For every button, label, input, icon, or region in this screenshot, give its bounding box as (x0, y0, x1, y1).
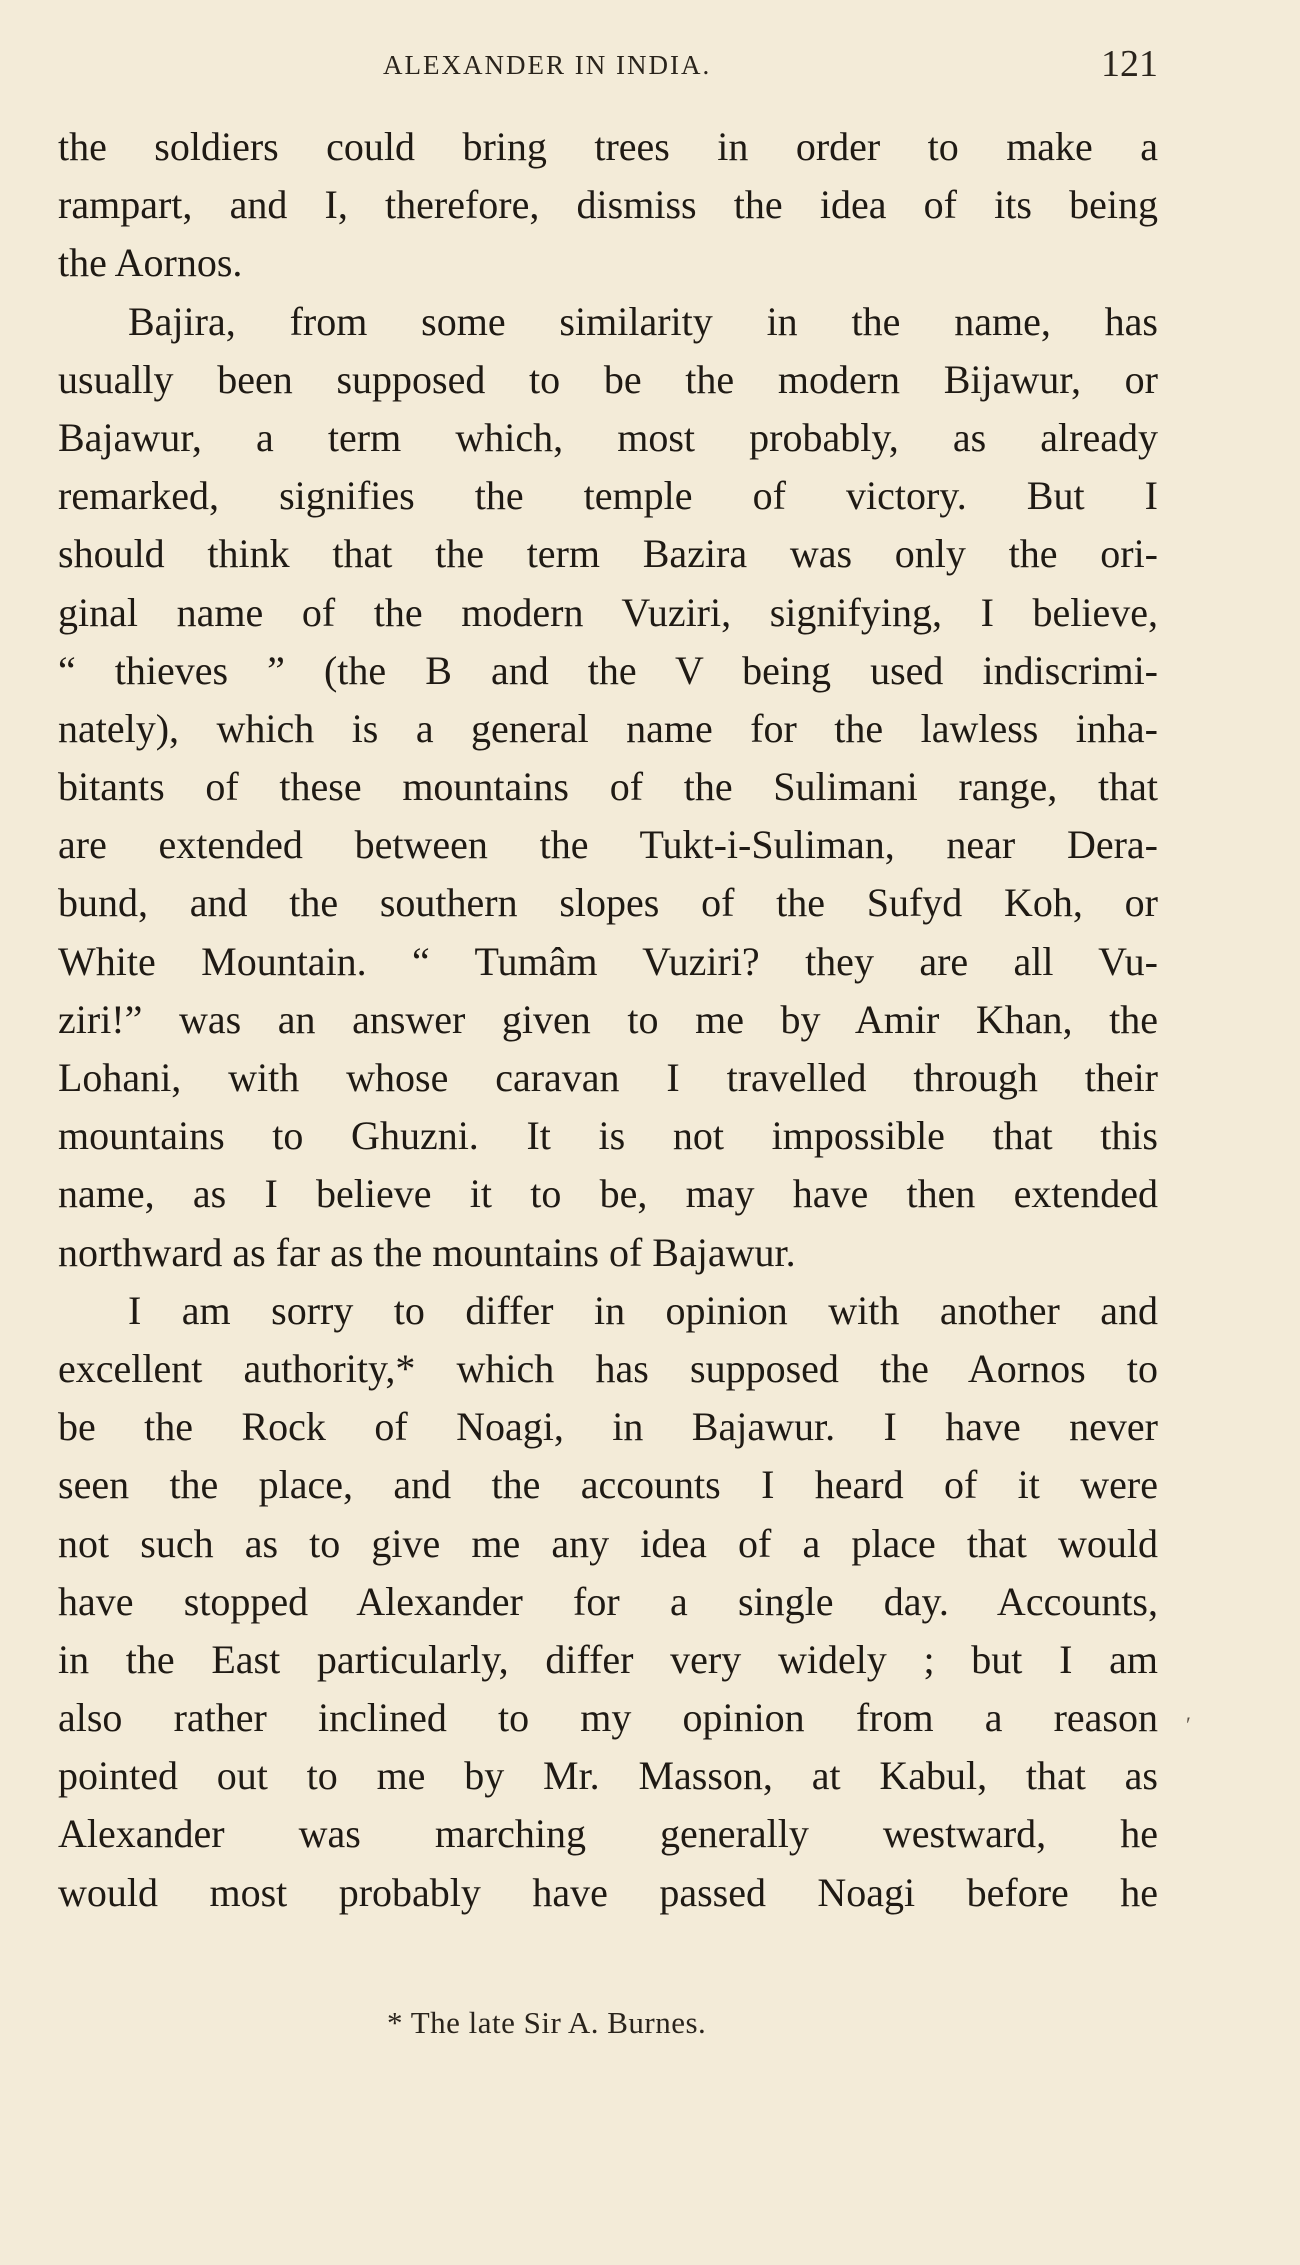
body-text (58, 118, 1158, 1922)
margin-mark: ′ (1186, 1712, 1191, 1737)
footnote: * The late Sir A. Burnes. (387, 2005, 707, 2040)
text-line: seen the place, and the accounts I heard of it were (58, 1462, 1158, 1508)
text-line: would most probably have passed Noagi before he (58, 1869, 1158, 1915)
text-line: the soldiers could bring trees in order to make a (58, 124, 1158, 169)
text-line: White Mountain. “ Tumâm Vuziri? they are all Vu- (58, 938, 1158, 984)
text-line: bitants of these mountains of the Sulimani range, that (58, 764, 1158, 810)
text-line: excellent authority,* which has supposed the Aornos to (58, 1345, 1158, 1391)
text-line: Alexander was marching generally westward, he (58, 1811, 1158, 1857)
text-line: usually been supposed to be the modern Bijawur, or (58, 356, 1158, 402)
text-line: ziri!” was an answer given to me by Amir Khan, the (58, 996, 1158, 1042)
text-line: name, as I believe it to be, may have then extended (58, 1171, 1158, 1217)
text-line: I am sorry to differ in opinion with another and (128, 1287, 1158, 1333)
text-line: ginal name of the modern Vuziri, signifying, I believe, (58, 589, 1158, 635)
text-line: nately), which is a general name for the lawless inha- (58, 705, 1158, 751)
page-header (58, 42, 1158, 86)
text-line: also rather inclined to my opinion from a reason (58, 1695, 1158, 1741)
text-line: “ thieves ” (the B and the V being used indiscrimi- (58, 647, 1158, 693)
text-line: the Aornos. (58, 240, 243, 286)
text-line: rampart, and I, therefore, dismiss the idea of its being (58, 182, 1158, 228)
text-line: Bajira, from some similarity in the name, has (128, 298, 1158, 344)
text-line: northward as far as the mountains of Bajawur. (58, 1229, 796, 1275)
text-line: remarked, signifies the temple of victory. But I (58, 473, 1158, 519)
text-line: should think that the term Bazira was only the ori- (58, 531, 1158, 577)
text-line: pointed out to me by Mr. Masson, at Kabul, that as (58, 1753, 1158, 1799)
text-line: not such as to give me any idea of a place that would (58, 1520, 1158, 1566)
text-line: in the East particularly, differ very widely ; but I am (58, 1636, 1158, 1682)
text-line: Bajawur, a term which, most probably, as already (58, 414, 1158, 460)
text-line: Lohani, with whose caravan I travelled through their (58, 1055, 1158, 1100)
page-number: 121 (1101, 43, 1158, 85)
text-line: are extended between the Tukt-i-Suliman, near Dera- (58, 822, 1158, 868)
text-line: have stopped Alexander for a single day. Accounts, (58, 1578, 1158, 1624)
text-line: be the Rock of Noagi, in Bajawur. I have never (58, 1404, 1158, 1450)
text-line: mountains to Ghuzni. It is not impossible that this (58, 1113, 1158, 1159)
running-head: ALEXANDER IN INDIA. (383, 50, 712, 80)
text-line: bund, and the southern slopes of the Sufyd Koh, or (58, 880, 1158, 926)
